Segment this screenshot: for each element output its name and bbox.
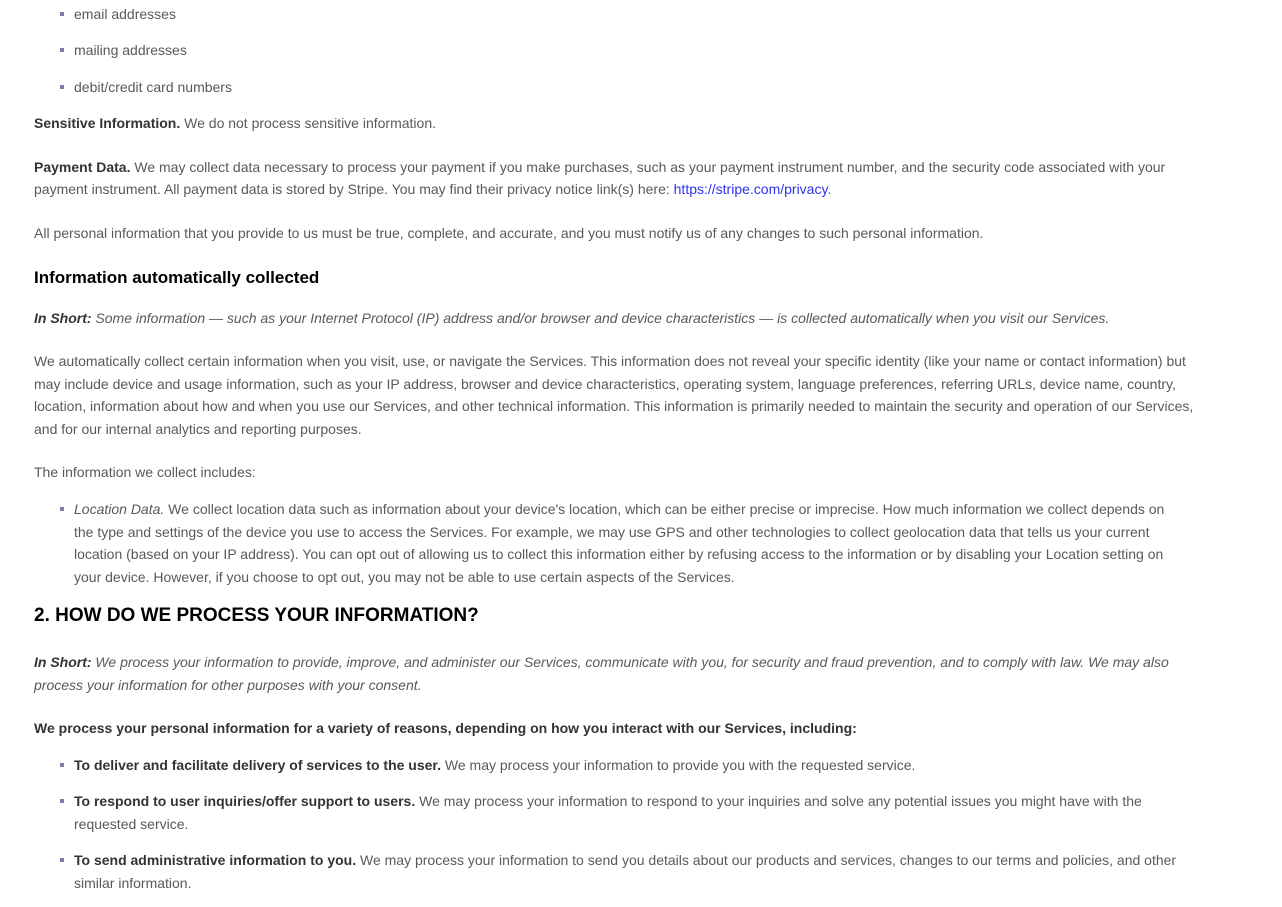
auto-collected-heading: Information automatically collected xyxy=(34,268,320,287)
reason-item xyxy=(74,754,1184,777)
stripe-privacy-link[interactable]: https://stripe.com/privacy xyxy=(673,181,828,198)
list-bullet xyxy=(60,858,64,862)
list-bullet xyxy=(60,507,64,511)
in-short-text: Some information — such as your Internet Protocol (IP) address and/or browser and device characteristics — is collected automatically when you visit our Services. xyxy=(91,310,1110,326)
section2-intro: We process your personal information for a variety of reasons, depending on how you interact with our Services, including: xyxy=(34,720,857,736)
reason-item xyxy=(74,790,1164,835)
reason-label: To deliver and facilitate delivery of services to the user. xyxy=(74,757,441,773)
collect-intro: The information we collect includes: xyxy=(34,464,256,480)
sensitive-info-text: We do not process sensitive information. xyxy=(180,115,437,131)
reason-label: To send administrative information to you. xyxy=(74,852,357,868)
payment-data-paragraph xyxy=(34,156,1184,201)
location-data-item xyxy=(74,498,1174,588)
list-bullet xyxy=(60,85,64,89)
list-bullet xyxy=(60,48,64,52)
payment-data-period: . xyxy=(827,181,832,198)
auto-collected-in-short xyxy=(34,307,1194,329)
in-short-text: We process your information to provide, improve, and administer our Services, communicate with you, for security and fraud prevention, and to comply with law. We may also process your information for other purposes with your consent. xyxy=(34,654,1169,693)
reason-item xyxy=(74,849,1194,894)
list-bullet xyxy=(60,12,64,16)
list-bullet xyxy=(60,799,64,803)
reason-label: To respond to user inquiries/offer support to users. xyxy=(74,793,416,809)
list-bullet xyxy=(60,763,64,767)
sensitive-info-paragraph xyxy=(34,112,1194,134)
reason-text: We may process your information to provide you with the requested service. xyxy=(441,757,916,773)
reason-text: We may process your information to respond to your inquiries and solve any potential issues you might have with the requested service. xyxy=(74,793,1142,832)
list-item: mailing addresses xyxy=(74,42,187,58)
in-short-label: In Short: xyxy=(34,654,92,670)
list-item: email addresses xyxy=(74,6,176,22)
auto-collected-paragraph: We automatically collect certain information when you visit, use, or navigate the Services. This information does not reveal your specific identity (like your name or contact information) but may include device and usage information, such as your IP address, browser and device characteristics, operating system, language preferences, referring URLs, device name, country, location, information about how and when you use our Services, and other technical information. This information is primarily needed to maintain the security and operation of our Services, and for our internal analytics and reporting purposes. xyxy=(34,353,1194,437)
payment-data-label: Payment Data. xyxy=(34,159,131,175)
sensitive-info-label: Sensitive Information. xyxy=(34,115,181,131)
payment-data-text: We may collect data necessary to process your payment if you make purchases, such as your payment instrument number, and the security code associated with your payment instrument. All payment data is stored by Stripe. You may find their privacy notice link(s) here: xyxy=(34,159,1166,198)
reason-text: We may process your information to send you details about our products and services, changes to our terms and policies, and other similar information. xyxy=(74,852,1177,891)
list-item: debit/credit card numbers xyxy=(74,79,232,95)
section2-in-short xyxy=(34,651,1184,697)
accuracy-paragraph: All personal information that you provide to us must be true, complete, and accurate, and you must notify us of any changes to such personal information. xyxy=(34,225,984,241)
in-short-label: In Short: xyxy=(34,310,92,326)
section2-heading: 2. HOW DO WE PROCESS YOUR INFORMATION? xyxy=(34,605,479,626)
location-data-label: Location Data. xyxy=(74,501,165,517)
location-data-text: We collect location data such as information about your device's location, which can be either precise or imprecise. How much information we collect depends on the type and settings of the device you use to access the Services. For example, we may use GPS and other technologies to collect geolocation data that tells us your current location (based on your IP address). You can opt out of allowing us to collect this information either by refusing access to the information or by disabling your Location setting on your device. However, if you choose to opt out, you may not be able to use certain aspects of the Services. xyxy=(74,501,1165,585)
